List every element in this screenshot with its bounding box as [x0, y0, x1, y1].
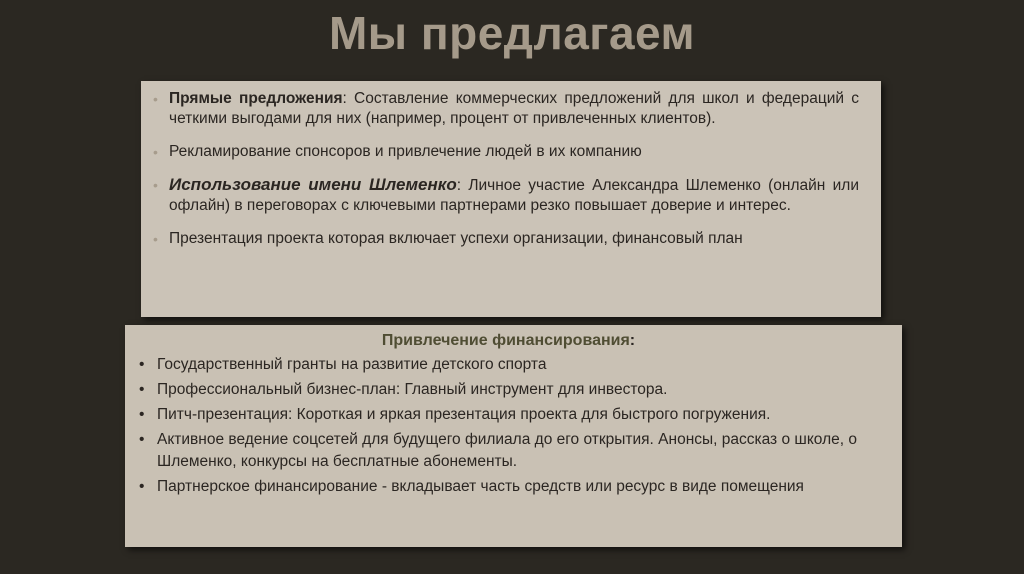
funding-item — [135, 404, 882, 426]
offer-list — [153, 89, 859, 249]
offer-item-text: Презентация проекта которая включает успехи организации, финансовый план — [169, 230, 743, 247]
bullet-icon: • — [139, 356, 145, 373]
funding-item — [135, 379, 882, 401]
bullet-icon: • — [139, 381, 145, 398]
bullet-icon: • — [139, 478, 145, 495]
offer-item-text: : Личное участие Александра Шлеменко (онлайн или офлайн) в переговорах с ключевыми партнерами резко повышает доверие и интерес. — [169, 177, 859, 214]
funding-box — [125, 325, 902, 547]
funding-item-text: Государственный гранты на развитие детского спорта — [157, 356, 547, 373]
funding-title-colon: : — [629, 332, 636, 349]
funding-item — [135, 354, 882, 376]
offer-item — [153, 89, 859, 129]
offer-item — [153, 175, 859, 216]
funding-item — [135, 429, 882, 473]
bullet-icon: • — [153, 91, 158, 107]
funding-item-text: Партнерское финансирование - вкладывает часть средств или ресурс в виде помещения — [157, 478, 804, 495]
offer-item-text: Рекламирование спонсоров и привлечение людей в их компанию — [169, 143, 642, 160]
funding-item — [135, 476, 882, 498]
offer-item — [153, 142, 859, 162]
funding-item-text: Питч-презентация: Короткая и яркая презентация проекта для быстрого погружения. — [157, 406, 771, 423]
bullet-icon: • — [139, 431, 145, 448]
bullet-icon: • — [139, 406, 145, 423]
offer-item — [153, 229, 859, 249]
slide-title: Мы предлагаем — [328, 7, 696, 59]
bullet-icon: • — [153, 144, 158, 160]
funding-title-text: Привлечение финансирования — [381, 332, 630, 349]
offer-item-text: : Составление коммерческих предложений для школ и федераций с четкими выгодами для них (например, процент от привлеченных клиентов). — [169, 90, 859, 127]
funding-title — [135, 332, 882, 350]
offer-item-bold: Прямые предложения — [169, 90, 343, 107]
offer-item-bold: Использование имени Шлеменко — [169, 175, 457, 194]
bullet-icon: • — [153, 231, 158, 247]
funding-item-text: Активное ведение соцсетей для будущего филиала до его открытия. Анонсы, рассказ о школе, о Шлеменко, конкурсы на бесплатные абонементы. — [157, 431, 857, 470]
bullet-icon: • — [153, 177, 158, 193]
funding-item-text: Профессиональный бизнес-план: Главный инструмент для инвестора. — [157, 381, 668, 398]
offer-box — [141, 81, 881, 317]
funding-list — [135, 354, 882, 498]
